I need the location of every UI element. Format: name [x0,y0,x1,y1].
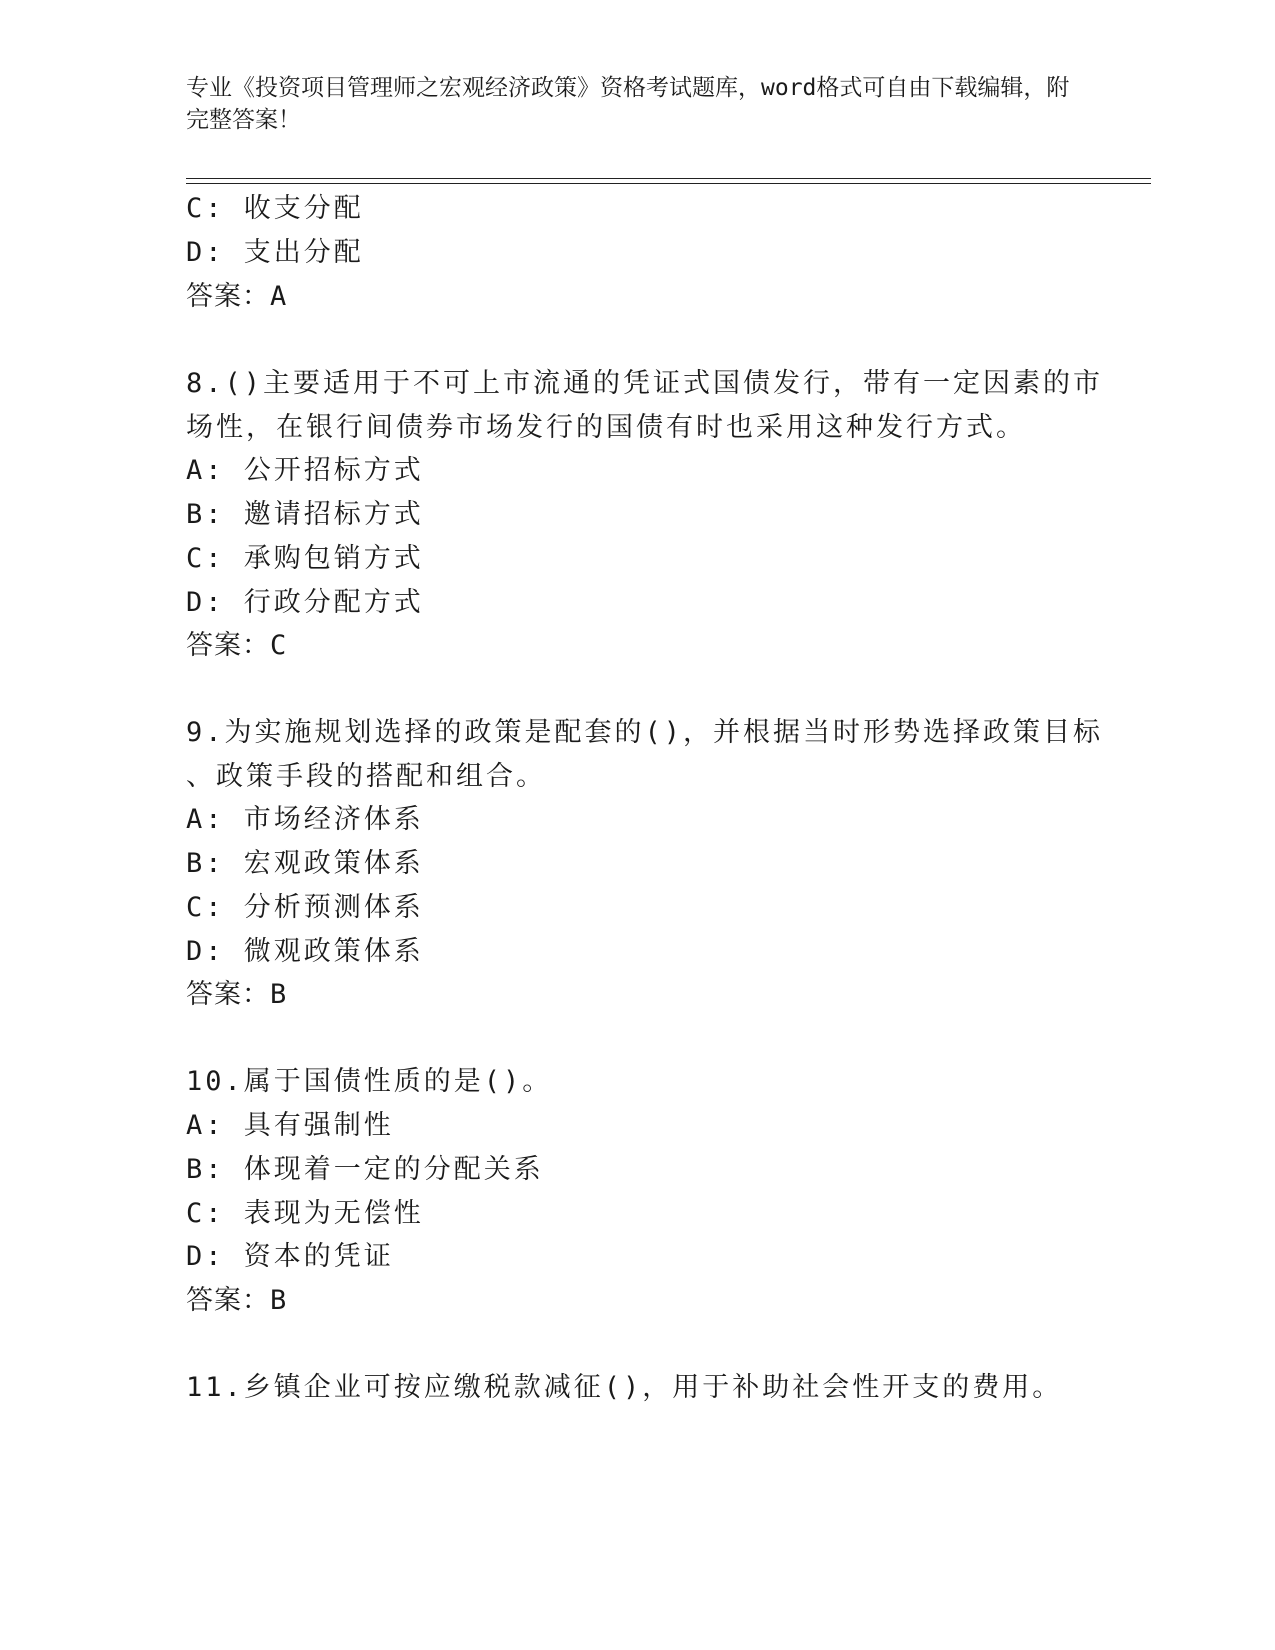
question-9-option-a: A: 市场经济体系 [186,804,424,835]
question-8-option-a: A: 公开招标方式 [186,455,424,486]
question-9-option-c: C: 分析预测体系 [186,892,424,923]
question-11-stem: 11.乡镇企业可按应缴税款减征()，用于补助社会性开支的费用。 [186,1372,1063,1403]
question-8-option-c: C: 承购包销方式 [186,543,424,574]
question-10-option-c: C: 表现为无偿性 [186,1198,424,1229]
question-9-stem-cont: 、政策手段的搭配和组合。 [186,761,546,792]
question-9-stem: 9.为实施规划选择的政策是配套的()，并根据当时形势选择政策目标 [186,717,1104,748]
document-header: 专业《投资项目管理师之宏观经济政策》资格考试题库，word格式可自由下载编辑，附完整答案！ [186,75,1070,133]
question-9-answer: 答案：B [186,979,288,1010]
question-10-option-b: B: 体现着一定的分配关系 [186,1154,544,1185]
question-9-option-d: D: 微观政策体系 [186,936,424,967]
header-rule-top [186,178,1151,179]
question-10-answer: 答案：B [186,1285,288,1316]
option-c: C: 收支分配 [186,193,364,224]
header-rule-bottom [186,183,1151,184]
answer: 答案：A [186,281,288,312]
question-8-option-b: B: 邀请招标方式 [186,499,424,530]
question-10-option-a: A: 具有强制性 [186,1110,394,1141]
question-10-stem: 10.属于国债性质的是()。 [186,1066,553,1097]
question-8-answer: 答案：C [186,630,288,661]
question-8-stem-cont: 场性，在银行间债券市场发行的国债有时也采用这种发行方式。 [186,412,1026,443]
question-10-option-d: D: 资本的凭证 [186,1241,394,1272]
question-9-option-b: B: 宏观政策体系 [186,848,424,879]
option-d: D: 支出分配 [186,237,364,268]
question-8-option-d: D: 行政分配方式 [186,587,424,618]
question-8-stem: 8.()主要适用于不可上市流通的凭证式国债发行，带有一定因素的市 [186,368,1104,399]
